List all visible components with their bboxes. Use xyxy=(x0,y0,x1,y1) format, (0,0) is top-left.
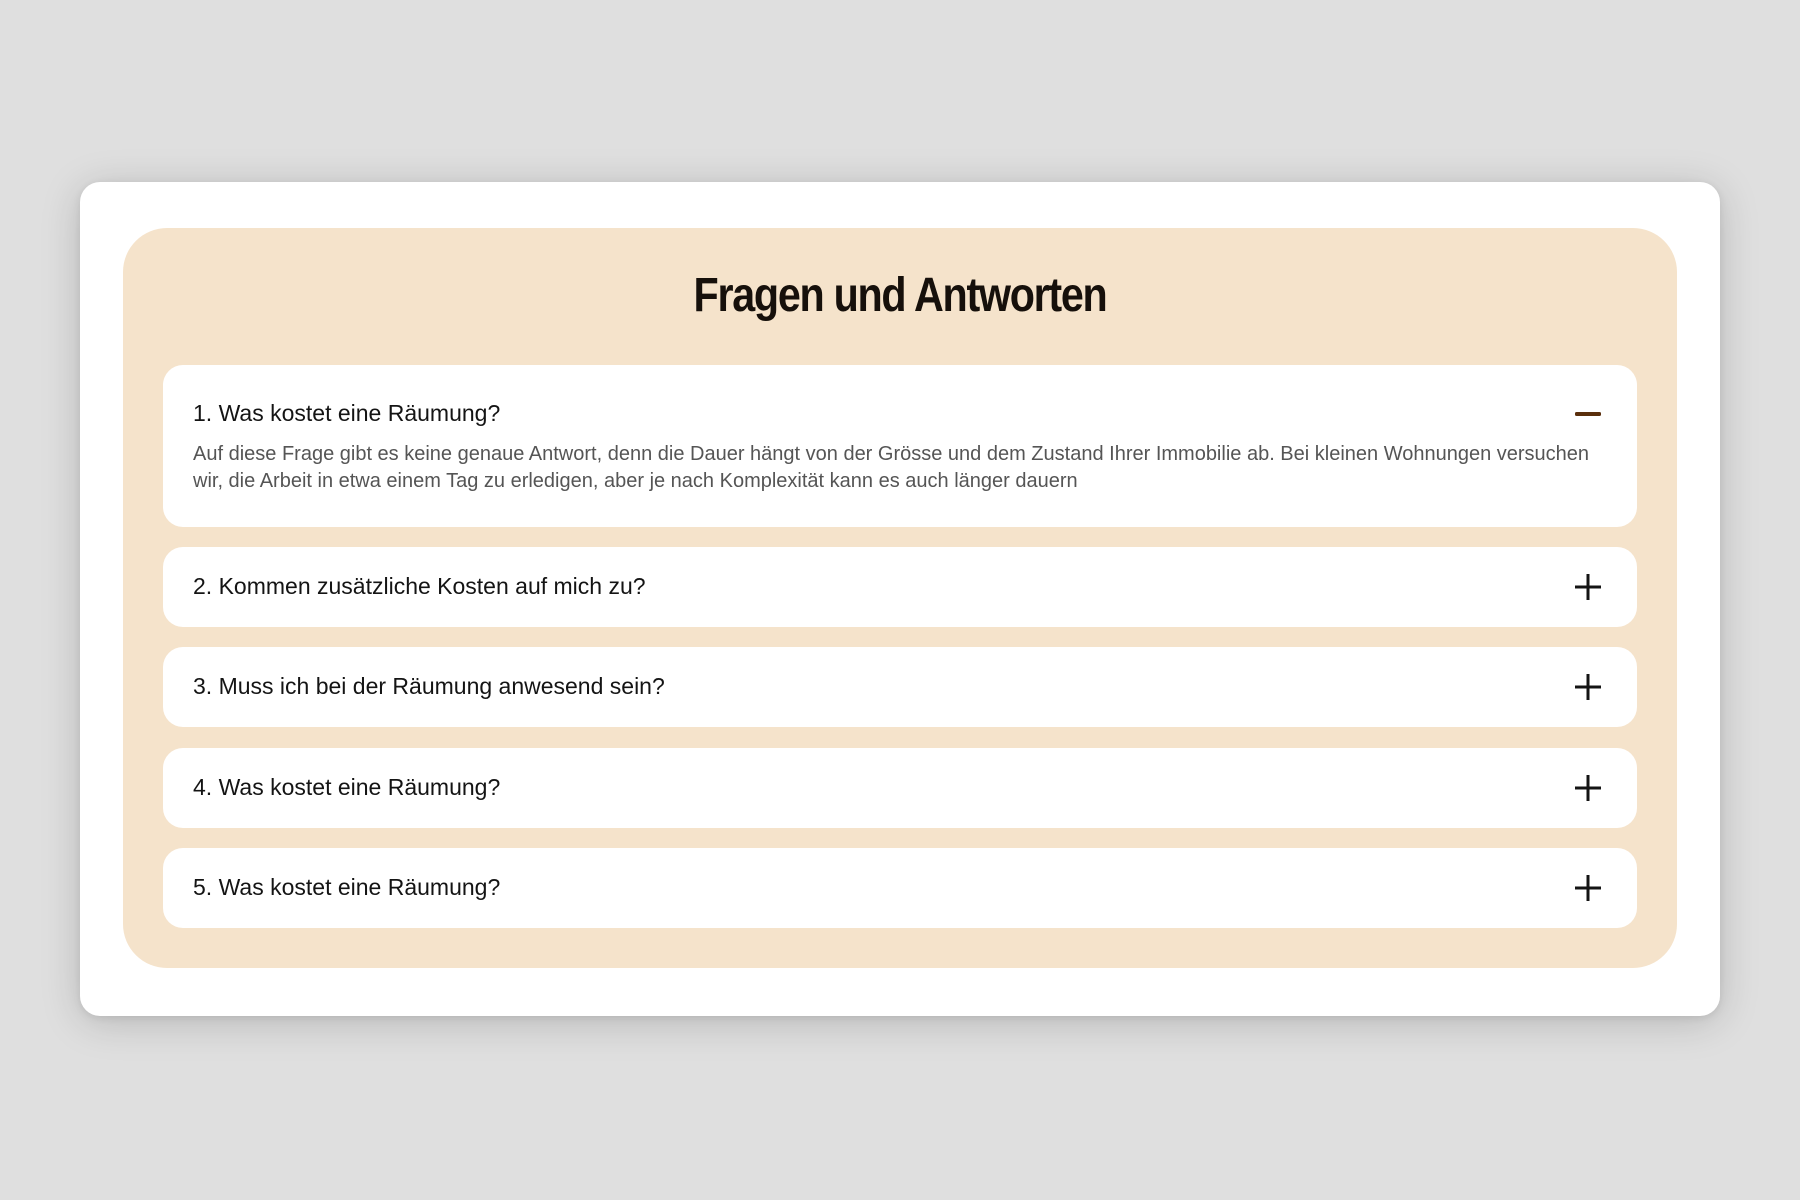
faq-item-1[interactable] xyxy=(163,365,1637,527)
faq-question-1[interactable]: 1. Was kostet eine Räumung? xyxy=(193,400,501,426)
faq-question-5[interactable]: 5. Was kostet eine Räumung? xyxy=(193,874,501,900)
faq-item-3[interactable] xyxy=(163,647,1637,727)
faq-answer-1: Auf diese Frage gibt es keine genaue Antwort, denn die Dauer hängt von der Grösse und dem Zustand Ihrer Immobilie ab. Bei kleinen Wohnungen versuchen wir, die Arbeit in etwa einem Tag zu erledigen, aber je nach Komplexität kann es auch länger dauern xyxy=(193,443,1590,492)
faq-section xyxy=(123,228,1677,968)
faq-item-5[interactable] xyxy=(163,848,1637,928)
content-card xyxy=(80,182,1720,1016)
faq-question-4[interactable]: 4. Was kostet eine Räumung? xyxy=(193,774,501,800)
plus-icon[interactable] xyxy=(1573,773,1603,803)
faq-item-2[interactable] xyxy=(163,547,1637,627)
faq-item-4[interactable] xyxy=(163,748,1637,828)
plus-icon[interactable] xyxy=(1573,572,1603,602)
faq-title: Fragen und Antworten xyxy=(693,269,1107,322)
plus-icon[interactable] xyxy=(1573,672,1603,702)
faq-question-2[interactable]: 2. Kommen zusätzliche Kosten auf mich zu? xyxy=(193,573,646,599)
faq-question-3[interactable]: 3. Muss ich bei der Räumung anwesend sein? xyxy=(193,673,665,699)
minus-icon[interactable] xyxy=(1573,399,1603,429)
plus-icon[interactable] xyxy=(1573,873,1603,903)
